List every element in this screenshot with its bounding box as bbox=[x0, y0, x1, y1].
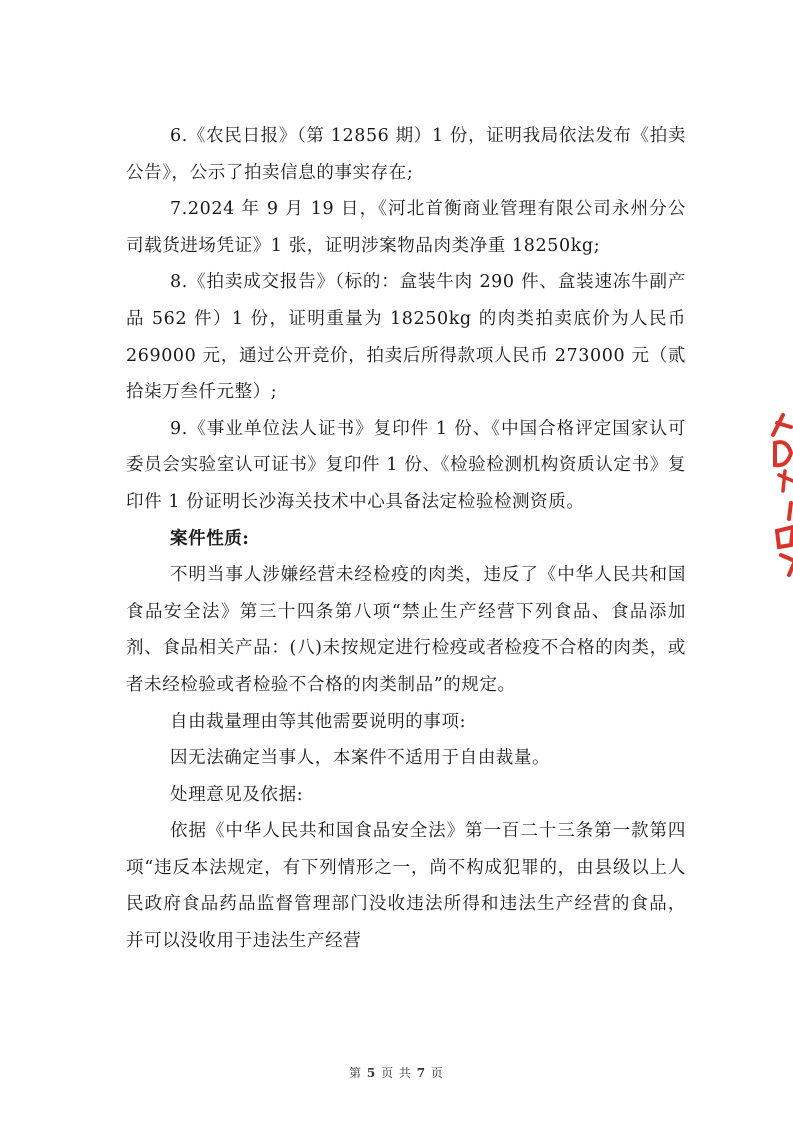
footer-middle: 页 共 bbox=[381, 1066, 412, 1080]
evidence-item-6: 6.《农民日报》（第 12856 期）1 份，证明我局依法发布《拍卖公告》，公示了拍卖信息的事实存在; bbox=[126, 126, 686, 183]
footer-suffix: 页 bbox=[430, 1066, 444, 1080]
evidence-item-9: 9.《事业单位法人证书》复印件 1 份、《中国合格评定国家认可委员会实验室认可证书》复印件 1 份、《检验检测机构资质认定书》复印件 1 份证明长沙海关技术中心具备法定检验检测资质。 bbox=[126, 418, 686, 512]
footer-current-page: 5 bbox=[366, 1066, 377, 1080]
handling-text: 依据《中华人民共和国食品安全法》第一百二十三条第一款第四项“违反本法规定，有下列情形之一，尚不构成犯罪的，由县级以上人民政府食品药品监督管理部门没收违法所得和违法生产经营的食品，并可以没收用于违法生产经营 bbox=[126, 821, 686, 952]
red-seal-stamp-fragment bbox=[761, 395, 793, 595]
page-number-footer bbox=[0, 1064, 793, 1081]
footer-total-pages: 7 bbox=[416, 1066, 427, 1080]
document-body bbox=[126, 118, 686, 960]
case-nature-text: 不明当事人涉嫌经营未经检疫的肉类，违反了《中华人民共和国食品安全法》第三十四条第八项“禁止生产经营下列食品、食品添加剂、食品相关产品：(八)未按规定进行检疫或者检疫不合格的肉类，或者未经检验或者检验不合格的肉类制品”的规定。 bbox=[126, 565, 686, 695]
evidence-item-7: 7.2024 年 9 月 19 日，《河北首衡商业管理有限公司永州分公司载货进场凭证》1 张，证明涉案物品肉类净重 18250kg; bbox=[126, 199, 686, 256]
case-nature-heading: 案件性质: bbox=[170, 528, 250, 549]
handling-heading: 处理意见及依据: bbox=[170, 784, 304, 805]
evidence-item-8: 8.《拍卖成交报告》（标的：盒装牛肉 290 件、盒装速冻牛副产品 562 件）1 份，证明重量为 18250kg 的肉类拍卖底价为人民币 269000 元，通过公开竞价，拍卖后所得款项人民币 273000 元（贰拾柒万叁仟元整）; bbox=[126, 272, 686, 403]
discretion-heading: 自由裁量理由等其他需要说明的事项: bbox=[170, 711, 467, 732]
discretion-text: 因无法确定当事人，本案件不适用于自由裁量。 bbox=[170, 748, 551, 769]
footer-prefix: 第 bbox=[349, 1066, 363, 1080]
